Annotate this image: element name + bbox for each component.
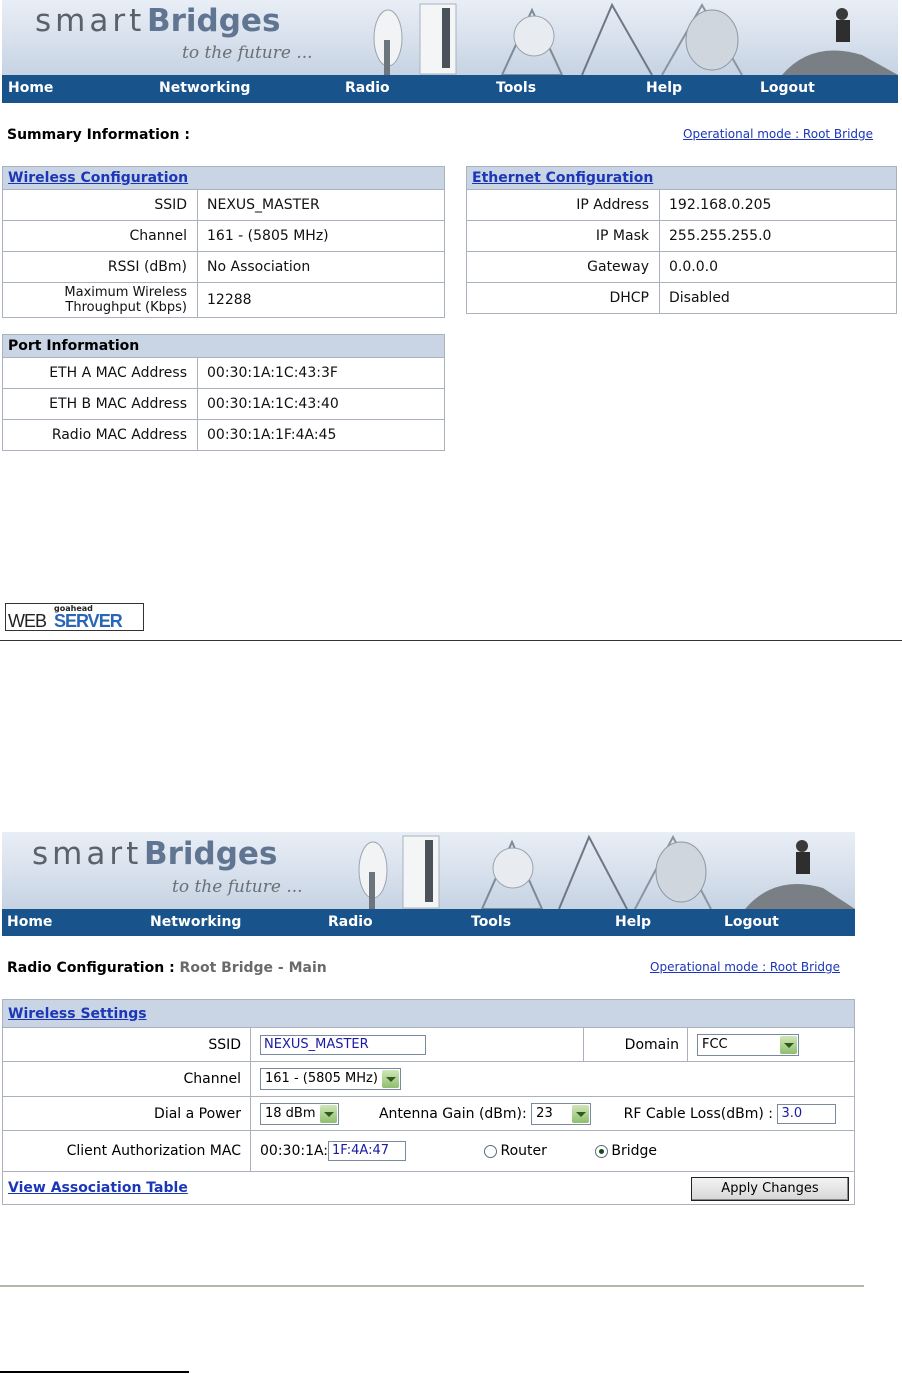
brand-logo-light: smart xyxy=(32,836,143,872)
antenna-gain-label: Antenna Gain (dBm): xyxy=(378,1105,527,1122)
row-label: Channel xyxy=(3,221,198,252)
brand-tagline: to the future ... xyxy=(182,43,313,63)
antenna-gain-value: 23 xyxy=(536,1105,553,1121)
header-banner xyxy=(2,0,898,75)
router-option[interactable] xyxy=(484,1143,551,1159)
nav-radio[interactable]: Radio xyxy=(345,80,390,96)
page-divider xyxy=(0,640,902,641)
row-label-line2: Throughput (Kbps) xyxy=(65,300,187,315)
domain-select[interactable] xyxy=(697,1034,799,1056)
channel-label: Channel xyxy=(3,1062,251,1097)
nav-tools[interactable]: Tools xyxy=(496,80,537,96)
wireless-config-header xyxy=(3,167,445,190)
operational-mode-text[interactable]: Operational mode : Root Bridge xyxy=(650,960,841,974)
chevron-down-icon[interactable] xyxy=(320,1105,337,1123)
nav-logout[interactable]: Logout xyxy=(724,914,779,930)
badge-small-text: goahead xyxy=(54,604,93,613)
ethernet-config-header xyxy=(467,167,897,190)
row-label: ETH B MAC Address xyxy=(3,389,198,420)
row-value: 0.0.0.0 xyxy=(660,252,897,283)
view-association-table-link[interactable]: View Association Table xyxy=(8,1180,188,1196)
nav-home[interactable]: Home xyxy=(8,80,54,96)
client-mac-prefix: 00:30:1A: xyxy=(260,1143,329,1159)
wireless-settings-link[interactable]: Wireless Settings xyxy=(8,1005,147,1022)
row-label: Radio MAC Address xyxy=(3,420,198,451)
row-value: 00:30:1A:1C:43:40 xyxy=(198,389,445,420)
channel-select[interactable] xyxy=(260,1068,401,1090)
page-title-subtitle: Root Bridge - Main xyxy=(179,960,327,976)
bridge-option[interactable] xyxy=(595,1143,657,1159)
power-select-value: 18 dBm xyxy=(265,1105,316,1121)
row-label: ETH A MAC Address xyxy=(3,358,198,389)
row-value: NEXUS_MASTER xyxy=(198,190,445,221)
domain-select-value: FCC xyxy=(702,1036,728,1052)
operational-mode-link[interactable] xyxy=(683,127,873,141)
banner-image xyxy=(362,0,898,75)
power-cell xyxy=(251,1097,855,1131)
client-mac-cell xyxy=(251,1131,855,1172)
page-divider-2 xyxy=(0,1285,864,1287)
wireless-settings-table xyxy=(2,999,855,1205)
router-label: Router xyxy=(500,1143,547,1159)
brand-tagline: to the future ... xyxy=(172,877,303,897)
wireless-settings-header xyxy=(3,1000,855,1028)
domain-label: Domain xyxy=(584,1028,688,1062)
main-nav-2 xyxy=(2,909,855,936)
row-label: Gateway xyxy=(467,252,660,283)
wireless-config-link[interactable]: Wireless Configuration xyxy=(8,170,189,186)
ssid-input[interactable]: NEXUS_MASTER xyxy=(260,1035,426,1055)
rf-cable-loss-label: RF Cable Loss(dBm) : xyxy=(623,1105,773,1122)
nav-tools[interactable]: Tools xyxy=(471,914,512,930)
client-mac-input[interactable]: 1F:4A:47 xyxy=(328,1141,406,1161)
row-label-multiline xyxy=(3,283,198,318)
chevron-down-icon[interactable] xyxy=(572,1105,589,1123)
badge-web-text: WEB xyxy=(8,611,47,631)
nav-networking[interactable]: Networking xyxy=(159,80,251,96)
nav-networking[interactable]: Networking xyxy=(150,914,242,930)
banner-image xyxy=(347,832,855,909)
router-radio[interactable] xyxy=(484,1145,497,1158)
nav-radio[interactable]: Radio xyxy=(328,914,373,930)
row-label: SSID xyxy=(3,190,198,221)
channel-cell xyxy=(251,1062,855,1097)
row-label: DHCP xyxy=(467,283,660,314)
port-info-table xyxy=(2,334,445,451)
row-label: RSSI (dBm) xyxy=(3,252,198,283)
port-info-header: Port Information xyxy=(3,335,445,358)
page-title: Summary Information : xyxy=(7,127,190,143)
nav-logout[interactable]: Logout xyxy=(760,80,815,96)
ethernet-config-table xyxy=(466,166,897,314)
row-value: 192.168.0.205 xyxy=(660,190,897,221)
header-banner-2 xyxy=(2,832,855,909)
webserver-badge[interactable] xyxy=(5,603,144,631)
row-value: 255.255.255.0 xyxy=(660,221,897,252)
brand-logo-bold: Bridges xyxy=(147,3,281,39)
row-value: 00:30:1A:1C:43:3F xyxy=(198,358,445,389)
page-title-main: Radio Configuration : xyxy=(7,960,175,976)
antenna-gain-select[interactable] xyxy=(531,1103,591,1125)
bridge-label: Bridge xyxy=(611,1143,657,1159)
chevron-down-icon[interactable] xyxy=(382,1070,399,1088)
operational-mode-link-2[interactable] xyxy=(650,960,840,974)
row-value: No Association xyxy=(198,252,445,283)
channel-select-value: 161 - (5805 MHz) xyxy=(265,1071,378,1086)
row-value: 00:30:1A:1F:4A:45 xyxy=(198,420,445,451)
row-value: Disabled xyxy=(660,283,897,314)
ssid-label: SSID xyxy=(3,1028,251,1062)
power-select[interactable] xyxy=(260,1103,339,1125)
power-label: Dial a Power xyxy=(3,1097,251,1131)
row-value: 12288 xyxy=(198,283,445,318)
nav-help[interactable]: Help xyxy=(615,914,652,930)
footer-row xyxy=(3,1172,855,1205)
ethernet-config-link[interactable]: Ethernet Configuration xyxy=(472,170,654,186)
main-nav xyxy=(2,75,898,103)
badge-server-text: SERVER xyxy=(54,611,122,631)
brand-logo-bold: Bridges xyxy=(144,836,278,872)
domain-cell xyxy=(688,1028,855,1062)
nav-help[interactable]: Help xyxy=(646,80,683,96)
wireless-config-table xyxy=(2,166,445,318)
row-label: IP Address xyxy=(467,190,660,221)
row-label: IP Mask xyxy=(467,221,660,252)
operational-mode-text[interactable]: Operational mode : Root Bridge xyxy=(683,127,874,141)
rf-cable-loss-input[interactable]: 3.0 xyxy=(777,1104,836,1124)
client-mac-label: Client Authorization MAC xyxy=(3,1131,251,1172)
bridge-radio[interactable] xyxy=(595,1145,608,1158)
footnote-rule xyxy=(0,1371,189,1373)
row-label-line1: Maximum Wireless xyxy=(64,285,187,300)
page-title-2 xyxy=(7,960,327,976)
chevron-down-icon[interactable] xyxy=(780,1036,797,1054)
ssid-cell xyxy=(251,1028,584,1062)
apply-changes-button[interactable]: Apply Changes xyxy=(691,1177,849,1201)
brand-logo-light: smart xyxy=(35,3,146,39)
row-value: 161 - (5805 MHz) xyxy=(198,221,445,252)
nav-home[interactable]: Home xyxy=(7,914,53,930)
